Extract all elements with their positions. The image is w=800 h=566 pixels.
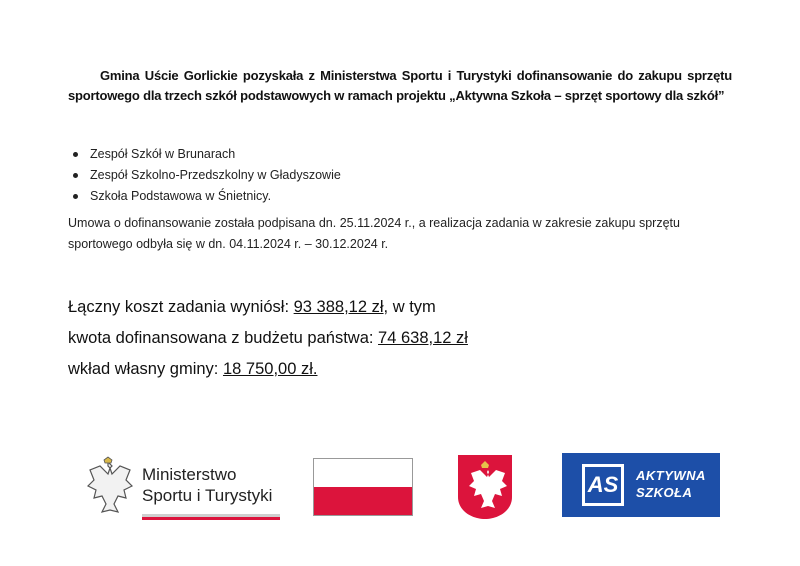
ministry-line1: Ministerstwo (142, 465, 237, 484)
list-item: Zespół Szkół w Brunarach (68, 144, 341, 165)
aktywna-szkola-logo (562, 453, 720, 517)
schools-list (68, 144, 341, 207)
flag-white-stripe (314, 459, 412, 487)
list-item: Szkoła Podstawowa w Śnietnicy. (68, 186, 341, 207)
total-cost-suffix: , w tym (383, 298, 436, 316)
as-line1: AKTYWNA (636, 468, 706, 483)
grant-value: 74 638,12 zł (378, 329, 468, 347)
total-cost-label: Łączny koszt zadania wyniósł: (68, 298, 294, 316)
own-contribution-value: 18 750,00 zł. (222, 360, 318, 378)
coat-of-arms-icon (456, 453, 514, 521)
total-cost-line (68, 292, 468, 323)
costs-block (68, 292, 468, 385)
logos-row (0, 448, 800, 528)
as-line2: SZKOŁA (636, 485, 693, 500)
own-contribution-label: wkład własny gminy: (68, 360, 223, 378)
intro-text: Gmina Uście Gorlickie pozyskała z Ministerstwa Sportu i Turystyki dofinansowanie do zakupu sprzętu sportowego dla trzech szkół podstawowych w ramach projektu „Aktywna Szkoła – sprzęt sportowy dla szkół” (68, 68, 732, 103)
eagle-icon (80, 456, 136, 518)
ministry-flag-bar (142, 514, 280, 520)
ministry-name (142, 464, 272, 506)
polish-flag (313, 458, 413, 516)
as-wordmark (636, 467, 706, 501)
total-cost-value: 93 388,12 zł (293, 298, 384, 316)
grant-label: kwota dofinansowana z budżetu państwa: (68, 329, 379, 347)
intro-paragraph (68, 66, 732, 106)
ministry-line2: Sportu i Turystyki (142, 486, 273, 505)
own-contribution-line (68, 354, 468, 385)
grant-line (68, 323, 468, 354)
ministry-logo (80, 456, 285, 522)
list-item: Zespół Szkolno-Przedszkolny w Gładyszowie (68, 165, 341, 186)
contract-paragraph: Umowa o dofinansowanie została podpisana dn. 25.11.2024 r., a realizacja zadania w zakresie zakupu sprzętu sportowego odbyła się w dn. 04.11.2024 r. – 30.12.2024 r. (68, 216, 680, 251)
as-mark: AS (582, 464, 624, 506)
flag-red-stripe (314, 487, 412, 515)
